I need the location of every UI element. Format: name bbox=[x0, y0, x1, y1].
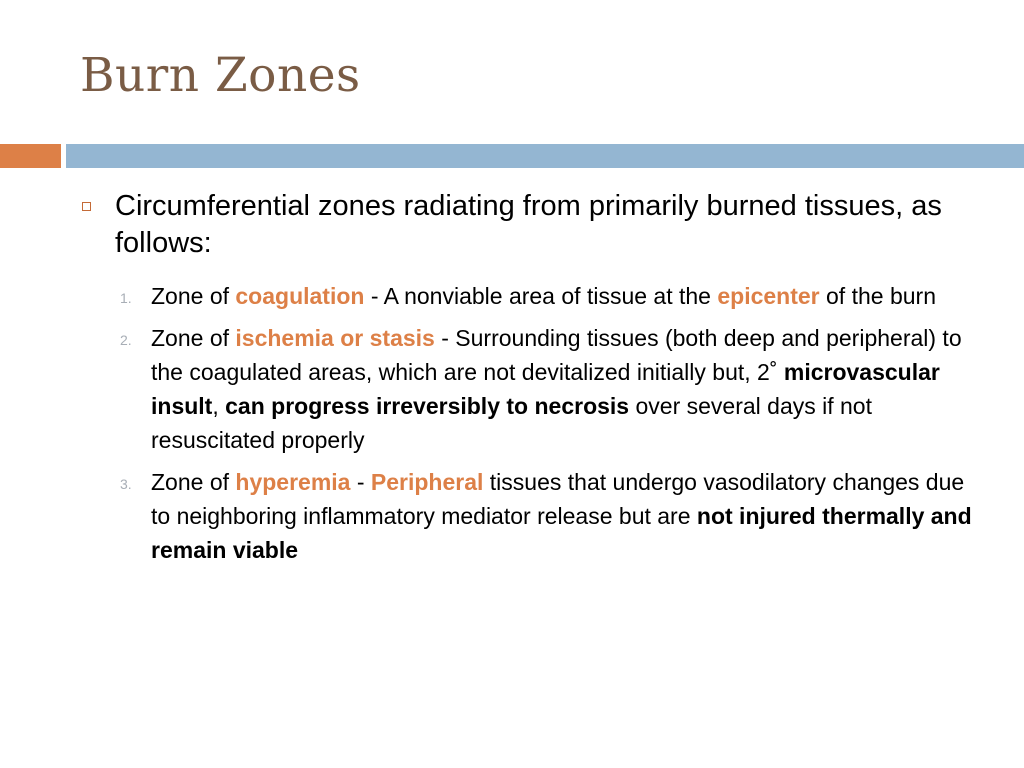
highlight-term: hyperemia bbox=[235, 469, 351, 495]
item-text: Zone of bbox=[151, 469, 236, 495]
item-text: Zone of bbox=[151, 283, 236, 309]
accent-bar bbox=[0, 144, 61, 168]
item-text: - A nonviable area of tissue at the bbox=[364, 283, 718, 309]
item-text: Zone of bbox=[151, 325, 236, 351]
square-bullet-icon bbox=[82, 202, 91, 211]
bold-phrase: not injured thermally and remain viable bbox=[151, 503, 972, 563]
highlight-term: Peripheral bbox=[370, 469, 484, 495]
main-bullet-text: Circumferential zones radiating from primarily burned tissues, as follows: bbox=[115, 190, 942, 259]
list-number: 3. bbox=[120, 476, 132, 492]
item-text: - bbox=[350, 469, 371, 495]
bold-phrase: microvascular insult bbox=[151, 359, 940, 419]
highlight-term: epicenter bbox=[717, 283, 820, 309]
item-text: of the burn bbox=[819, 283, 936, 309]
item-text: , bbox=[212, 393, 226, 419]
bold-phrase: can progress irreversibly to necrosis bbox=[225, 393, 630, 419]
header-bar bbox=[66, 144, 1024, 168]
item-text: tissues that undergo vasodilatory changes due to neighboring inflammatory mediator release but are bbox=[151, 469, 965, 529]
list-number: 2. bbox=[120, 332, 132, 348]
zone-item-3 bbox=[120, 465, 980, 567]
highlight-term: coagulation bbox=[235, 283, 365, 309]
list-number: 1. bbox=[120, 290, 132, 306]
zone-list bbox=[120, 279, 980, 575]
slide-title: Burn Zones bbox=[80, 48, 361, 103]
main-bullet bbox=[82, 188, 982, 262]
zone-item-2 bbox=[120, 321, 980, 457]
highlight-term: ischemia or stasis bbox=[235, 325, 435, 351]
item-text: over several days if not resuscitated properly bbox=[151, 393, 872, 453]
zone-item-1 bbox=[120, 279, 980, 313]
item-text: - Surrounding tissues (both deep and peripheral) to the coagulated areas, which are not devitalized initially but, 2˚ bbox=[151, 325, 962, 385]
